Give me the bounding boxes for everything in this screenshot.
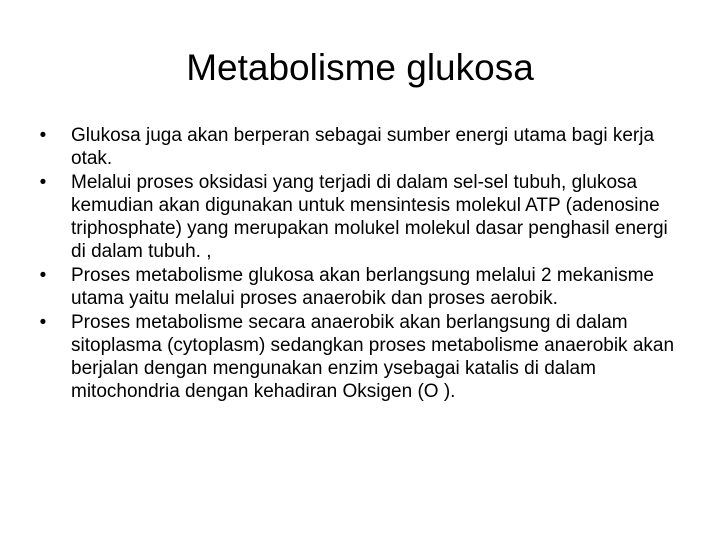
- bullet-dot-icon: •: [39, 312, 47, 333]
- bullet-text: Proses metabolisme secara anaerobik akan berlangsung di dalam sitoplasma (cytoplasm) sedangkan proses metabolisme anaerobik akan berjalan dengan mengunakan enzim ysebagai katalis di dalam mitochondria dengan kehadiran Oksigen (O ).: [71, 312, 675, 402]
- bullet-dot-icon: •: [39, 265, 47, 286]
- bullet-item: [36, 124, 686, 170]
- bullet-item: [36, 311, 686, 403]
- bullet-text: Proses metabolisme glukosa akan berlangsung melalui 2 mekanisme utama yaitu melalui proses anaerobik dan proses aerobik.: [71, 265, 654, 309]
- slide-title: Metabolisme glukosa: [186, 47, 534, 88]
- bullet-list: [36, 124, 686, 404]
- bullet-item: [36, 171, 686, 263]
- bullet-dot-icon: •: [39, 172, 47, 193]
- bullet-item: [36, 264, 686, 310]
- bullet-text: Melalui proses oksidasi yang terjadi di dalam sel-sel tubuh, glukosa kemudian akan digunakan untuk mensintesis molekul ATP (adenosine triphosphate) yang merupakan molukel molekul dasar penghasil energi di dalam tubuh. ,: [71, 172, 668, 262]
- bullet-text: Glukosa juga akan berperan sebagai sumber energi utama bagi kerja otak.: [71, 125, 655, 169]
- bullet-dot-icon: •: [39, 125, 47, 146]
